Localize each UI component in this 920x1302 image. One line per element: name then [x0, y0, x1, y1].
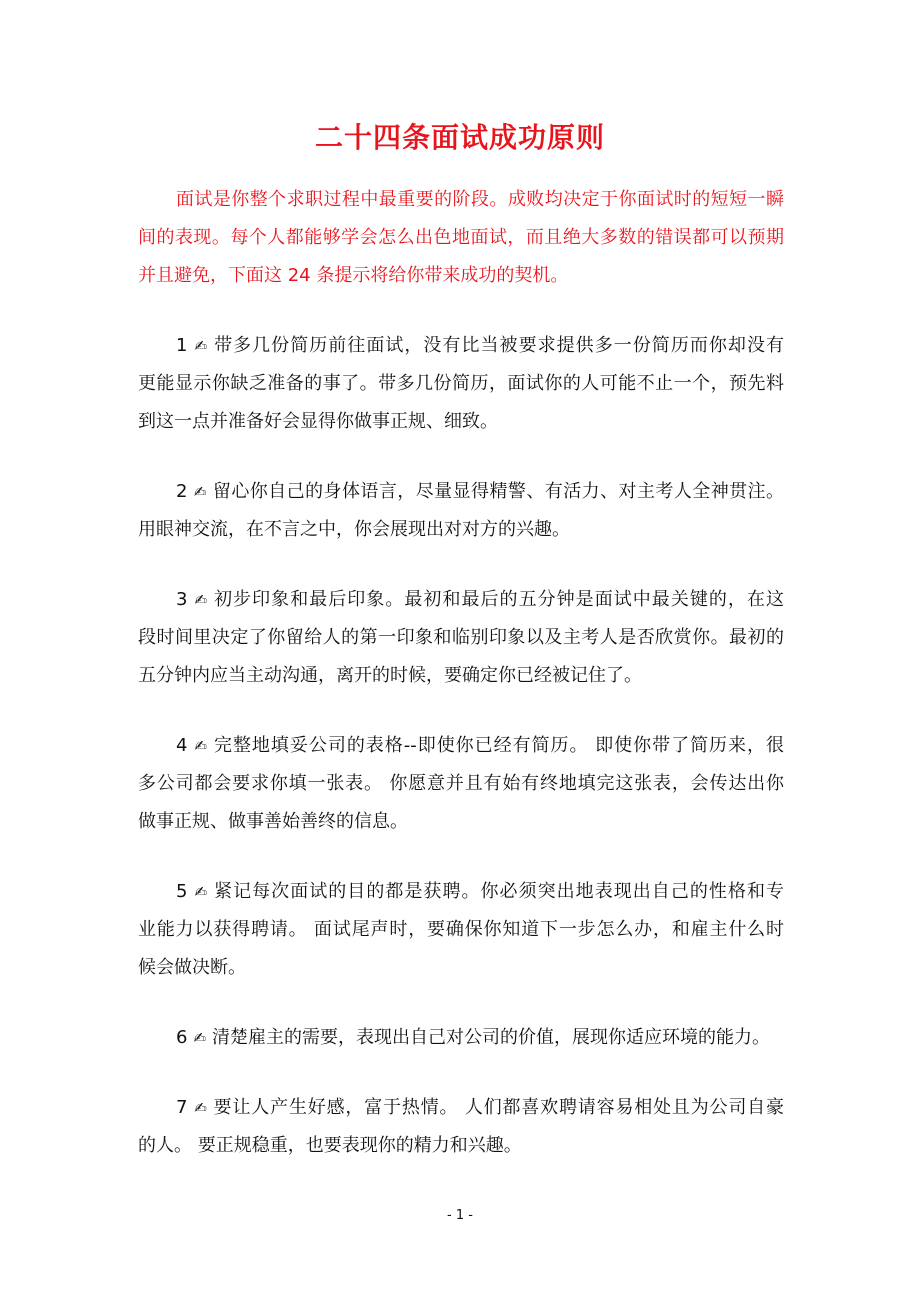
writing-hand-icon: ✍ [193, 483, 207, 501]
tip-line: 到这一点并准备好会显得你做事正规、细致。 [138, 411, 498, 432]
document-body [138, 181, 784, 1197]
tip-line [138, 327, 784, 365]
tip-number: 7 [176, 1097, 188, 1118]
tip-line [138, 581, 784, 619]
tip-number: 5 [176, 881, 188, 902]
intro-line: 面试是你整个求职过程中最重要的阶段。成败均决定于你面试时的短短一瞬 [176, 189, 784, 210]
tip-line: 的人。 要正规稳重，也要表现你的精力和兴趣。 [138, 1135, 522, 1156]
tip-line [138, 473, 784, 511]
tip-text: 带多几份简历前往面试，没有比当被要求提供多一份简历而你却没有 [214, 335, 784, 356]
tip-line: 做事正规、做事善始善终的信息。 [138, 811, 408, 832]
tip-line [138, 1089, 784, 1127]
tip-line [138, 873, 784, 911]
document-title: 二十四条面试成功原则 [314, 121, 605, 154]
tip-line: 用眼神交流，在不言之中，你会展现出对对方的兴趣。 [138, 519, 570, 540]
tip-number: 2 [176, 481, 188, 502]
writing-hand-icon: ✍ [193, 737, 208, 755]
tip-paragraph [138, 1019, 784, 1057]
tip-line [138, 727, 784, 765]
writing-hand-icon: ✍ [193, 1029, 207, 1047]
intro-paragraph [138, 181, 784, 295]
tip-paragraph [138, 473, 784, 549]
tip-text: 紧记每次面试的目的都是获聘。你必须突出地表现出自己的性格和专 [214, 881, 784, 902]
writing-hand-icon: ✍ [193, 591, 209, 609]
tip-paragraph [138, 727, 784, 841]
tip-text: 留心你自己的身体语言，尽量显得精警、有活力、对主考人全神贯注。 [212, 481, 784, 502]
tip-paragraph [138, 873, 784, 987]
tip-number: 4 [176, 735, 188, 756]
tip-line: 段时间里决定了你留给人的第一印象和临别印象以及主考人是否欣赏你。最初的 [138, 627, 784, 648]
tip-paragraph [138, 581, 784, 695]
tip-paragraph [138, 1089, 784, 1165]
tip-number: 1 [176, 335, 188, 356]
writing-hand-icon: ✍ [193, 883, 209, 901]
writing-hand-icon: ✍ [193, 337, 209, 355]
tip-number: 3 [176, 589, 188, 610]
tip-text: 清楚雇主的需要，表现出自己对公司的价值，展现你适应环境的能力。 [212, 1027, 771, 1048]
tip-line: 多公司都会要求你填一张表。 你愿意并且有始有终地填完这张表，会传达出你 [138, 773, 784, 794]
intro-line: 间的表现。每个人都能够学会怎么出色地面试，而且绝大多数的错误都可以预期 [138, 227, 784, 248]
tip-line [138, 1019, 784, 1057]
tip-paragraph [138, 327, 784, 441]
tip-text: 要让人产生好感，富于热情。 人们都喜欢聘请容易相处且为公司自豪 [213, 1097, 784, 1118]
intro-line: 并且避免，下面这 24 条提示将给你带来成功的契机。 [138, 265, 569, 286]
tip-text: 完整地填妥公司的表格--即使你已经有简历。 即使你带了简历来，很 [213, 735, 784, 756]
tip-number: 6 [176, 1027, 188, 1048]
tip-text: 初步印象和最后印象。最初和最后的五分钟是面试中最关键的，在这 [214, 589, 784, 610]
tip-line: 更能显示你缺乏准备的事了。带多几份简历，面试你的人可能不止一个，预先料 [138, 373, 784, 394]
tip-line: 五分钟内应当主动沟通，离开的时候，要确定你已经被记住了。 [138, 665, 642, 686]
writing-hand-icon: ✍ [193, 1099, 208, 1117]
page-number: - 1 - [447, 1208, 473, 1223]
tip-line: 候会做决断。 [138, 957, 246, 978]
tip-line: 业能力以获得聘请。 面试尾声时，要确保你知道下一步怎么办，和雇主什么时 [138, 919, 784, 940]
